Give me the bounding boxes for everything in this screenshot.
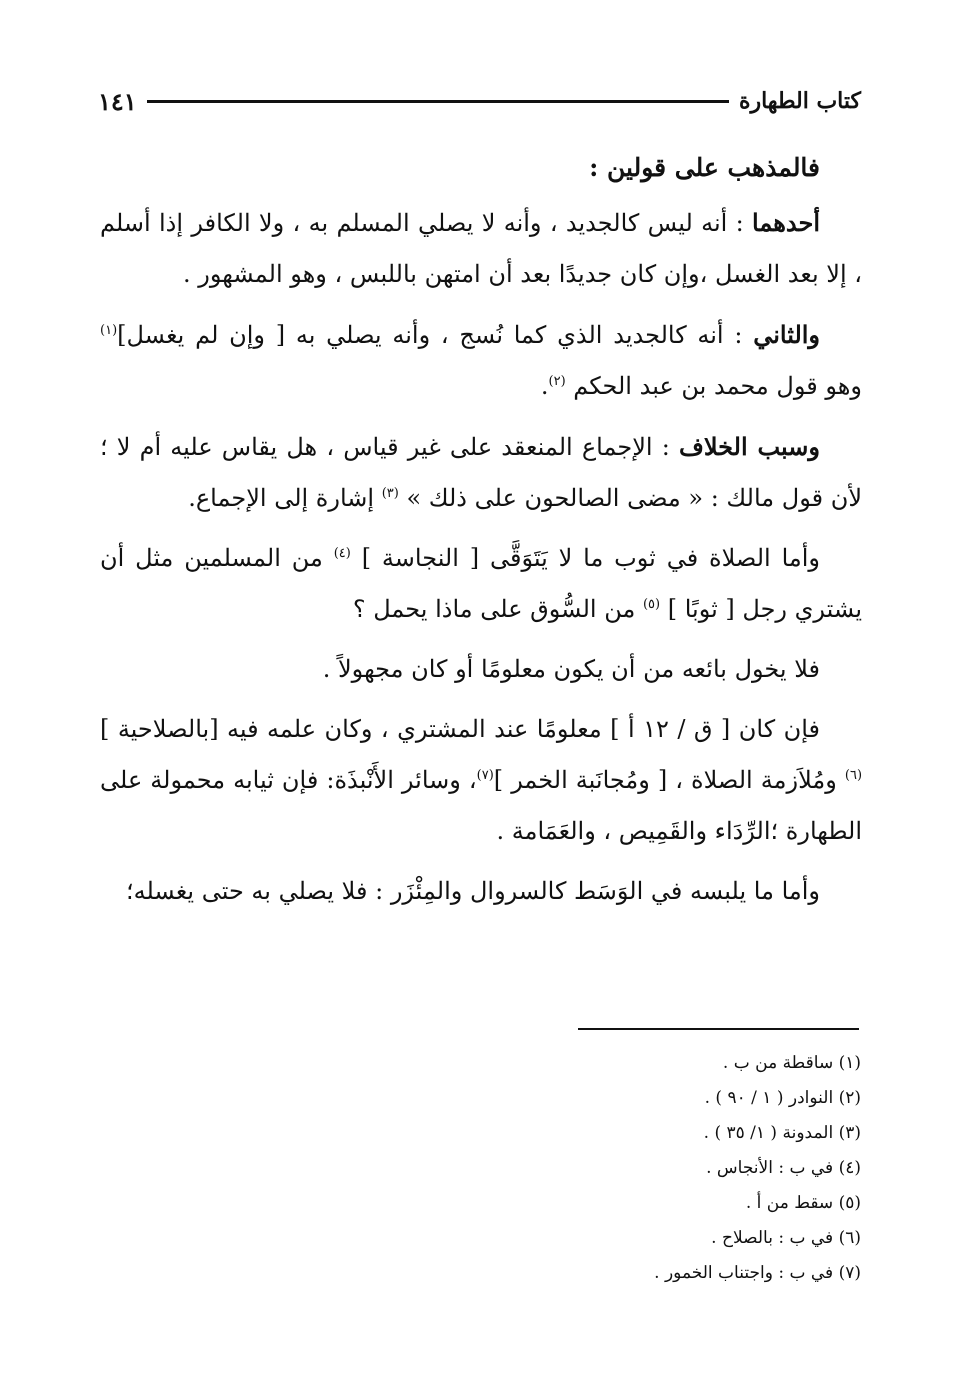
paragraph-text: من المسلمين مثل أن يشتري رجل [ ثوبًا ]	[100, 544, 862, 623]
footnote-ref: (٧)	[476, 768, 494, 783]
header-rule	[147, 100, 729, 103]
footnote-ref: (٦)	[844, 768, 863, 783]
footnote-ref: (٤)	[333, 546, 351, 561]
paragraph-text: : أنه ليس كالجديد ، وأنه لا يصلي المسلم به ، ولا الكافر إذا أسلم ، إلا بعد الغسل ،وإن كان جديدًا بعد أن امتهن باللبس ، وهو المشهور .	[100, 209, 862, 288]
main-text	[100, 142, 862, 926]
paragraph-seller: فلا يخول بائعه من أن يكون معلومًا أو كان مجهولاً .	[322, 655, 820, 683]
paragraph-cause-of-dispute	[100, 421, 862, 524]
paragraph-middle-garment: وأما ما يلبسه في الوَسَط كالسروال والمِئْزَر : فلا يصلي به حتى يغسله؛	[125, 877, 820, 905]
term-label: والثاني	[753, 320, 821, 349]
term-label: أحدهما	[752, 208, 820, 237]
footnote-ref: (٣)	[381, 486, 399, 501]
page-number: ١٤١	[98, 86, 137, 116]
chapter-title: كتاب الطهارة	[738, 88, 861, 114]
footnote-ref: (١)	[100, 323, 118, 338]
paragraph-text: .	[540, 372, 549, 400]
paragraph-text: من السُّوق على ماذا يحمل ؟	[352, 595, 643, 623]
footnote: (١) ساقطة من ب .	[722, 1053, 861, 1073]
footnote-ref: (٥)	[642, 597, 661, 612]
paragraph-intro: فالمذهب على قولين :	[589, 153, 820, 182]
running-header	[98, 84, 861, 118]
footnote-ref: (٢)	[548, 374, 566, 389]
paragraph-text: ، وسائر الأَنْبذَة: فإن ثيابه محمولة على الطهارة ؛الرِّدَاء والقَمِيص ، والعَمَامة .	[100, 766, 862, 845]
paragraph-prayer-garment	[100, 533, 862, 635]
footnote-separator	[578, 1028, 859, 1030]
paragraph-text: وهو قول محمد بن عبد الحكم	[565, 372, 862, 400]
paragraph-text: : الإجماع المنعقد على غير قياس ، هل يقاس عليه أم لا ؛ لأن قول مالك : « مضى الصالحون على ذلك »	[100, 433, 862, 512]
paragraph-second-opinion	[100, 309, 862, 412]
paragraph-text: فإن كان [ ق / ١٢ أ ] معلومًا عند المشتري ، وكان علمه فيه [بالصلاحية ]	[100, 715, 820, 743]
footnote: (٦) في ب : بالصلاح .	[711, 1228, 861, 1248]
paragraph-text: إشارة إلى الإجماع.	[188, 484, 382, 512]
paragraph-text: : أنه كالجديد الذي كما نُسج ، وأنه يصلي به [ وإن لم يغسل]	[117, 321, 754, 349]
footnote: (٧) في ب : واجتناب الخمور .	[654, 1263, 861, 1283]
paragraph-text: ومُلاَزمة الصلاة ، [ ومُجانَبة الخمر ]	[493, 766, 845, 794]
footnotes	[461, 1046, 861, 1291]
paragraph-first-opinion	[100, 197, 862, 300]
footnote: (٤) في ب : الأنجاس .	[706, 1158, 861, 1178]
footnote: (٥) سقط من أ .	[745, 1193, 861, 1213]
paragraph-known-seller	[100, 704, 862, 857]
footnote: (٣) المدونة ( ١/ ٣٥ ) .	[703, 1123, 861, 1143]
footnote: (٢) النوادر ( ١ / ٩٠ ) .	[704, 1088, 861, 1108]
paragraph-text: وأما الصلاة في ثوب ما لا يَتَوَقَّى [ النجاسة ]	[350, 544, 820, 572]
term-label: وسبب الخلاف	[678, 432, 820, 461]
